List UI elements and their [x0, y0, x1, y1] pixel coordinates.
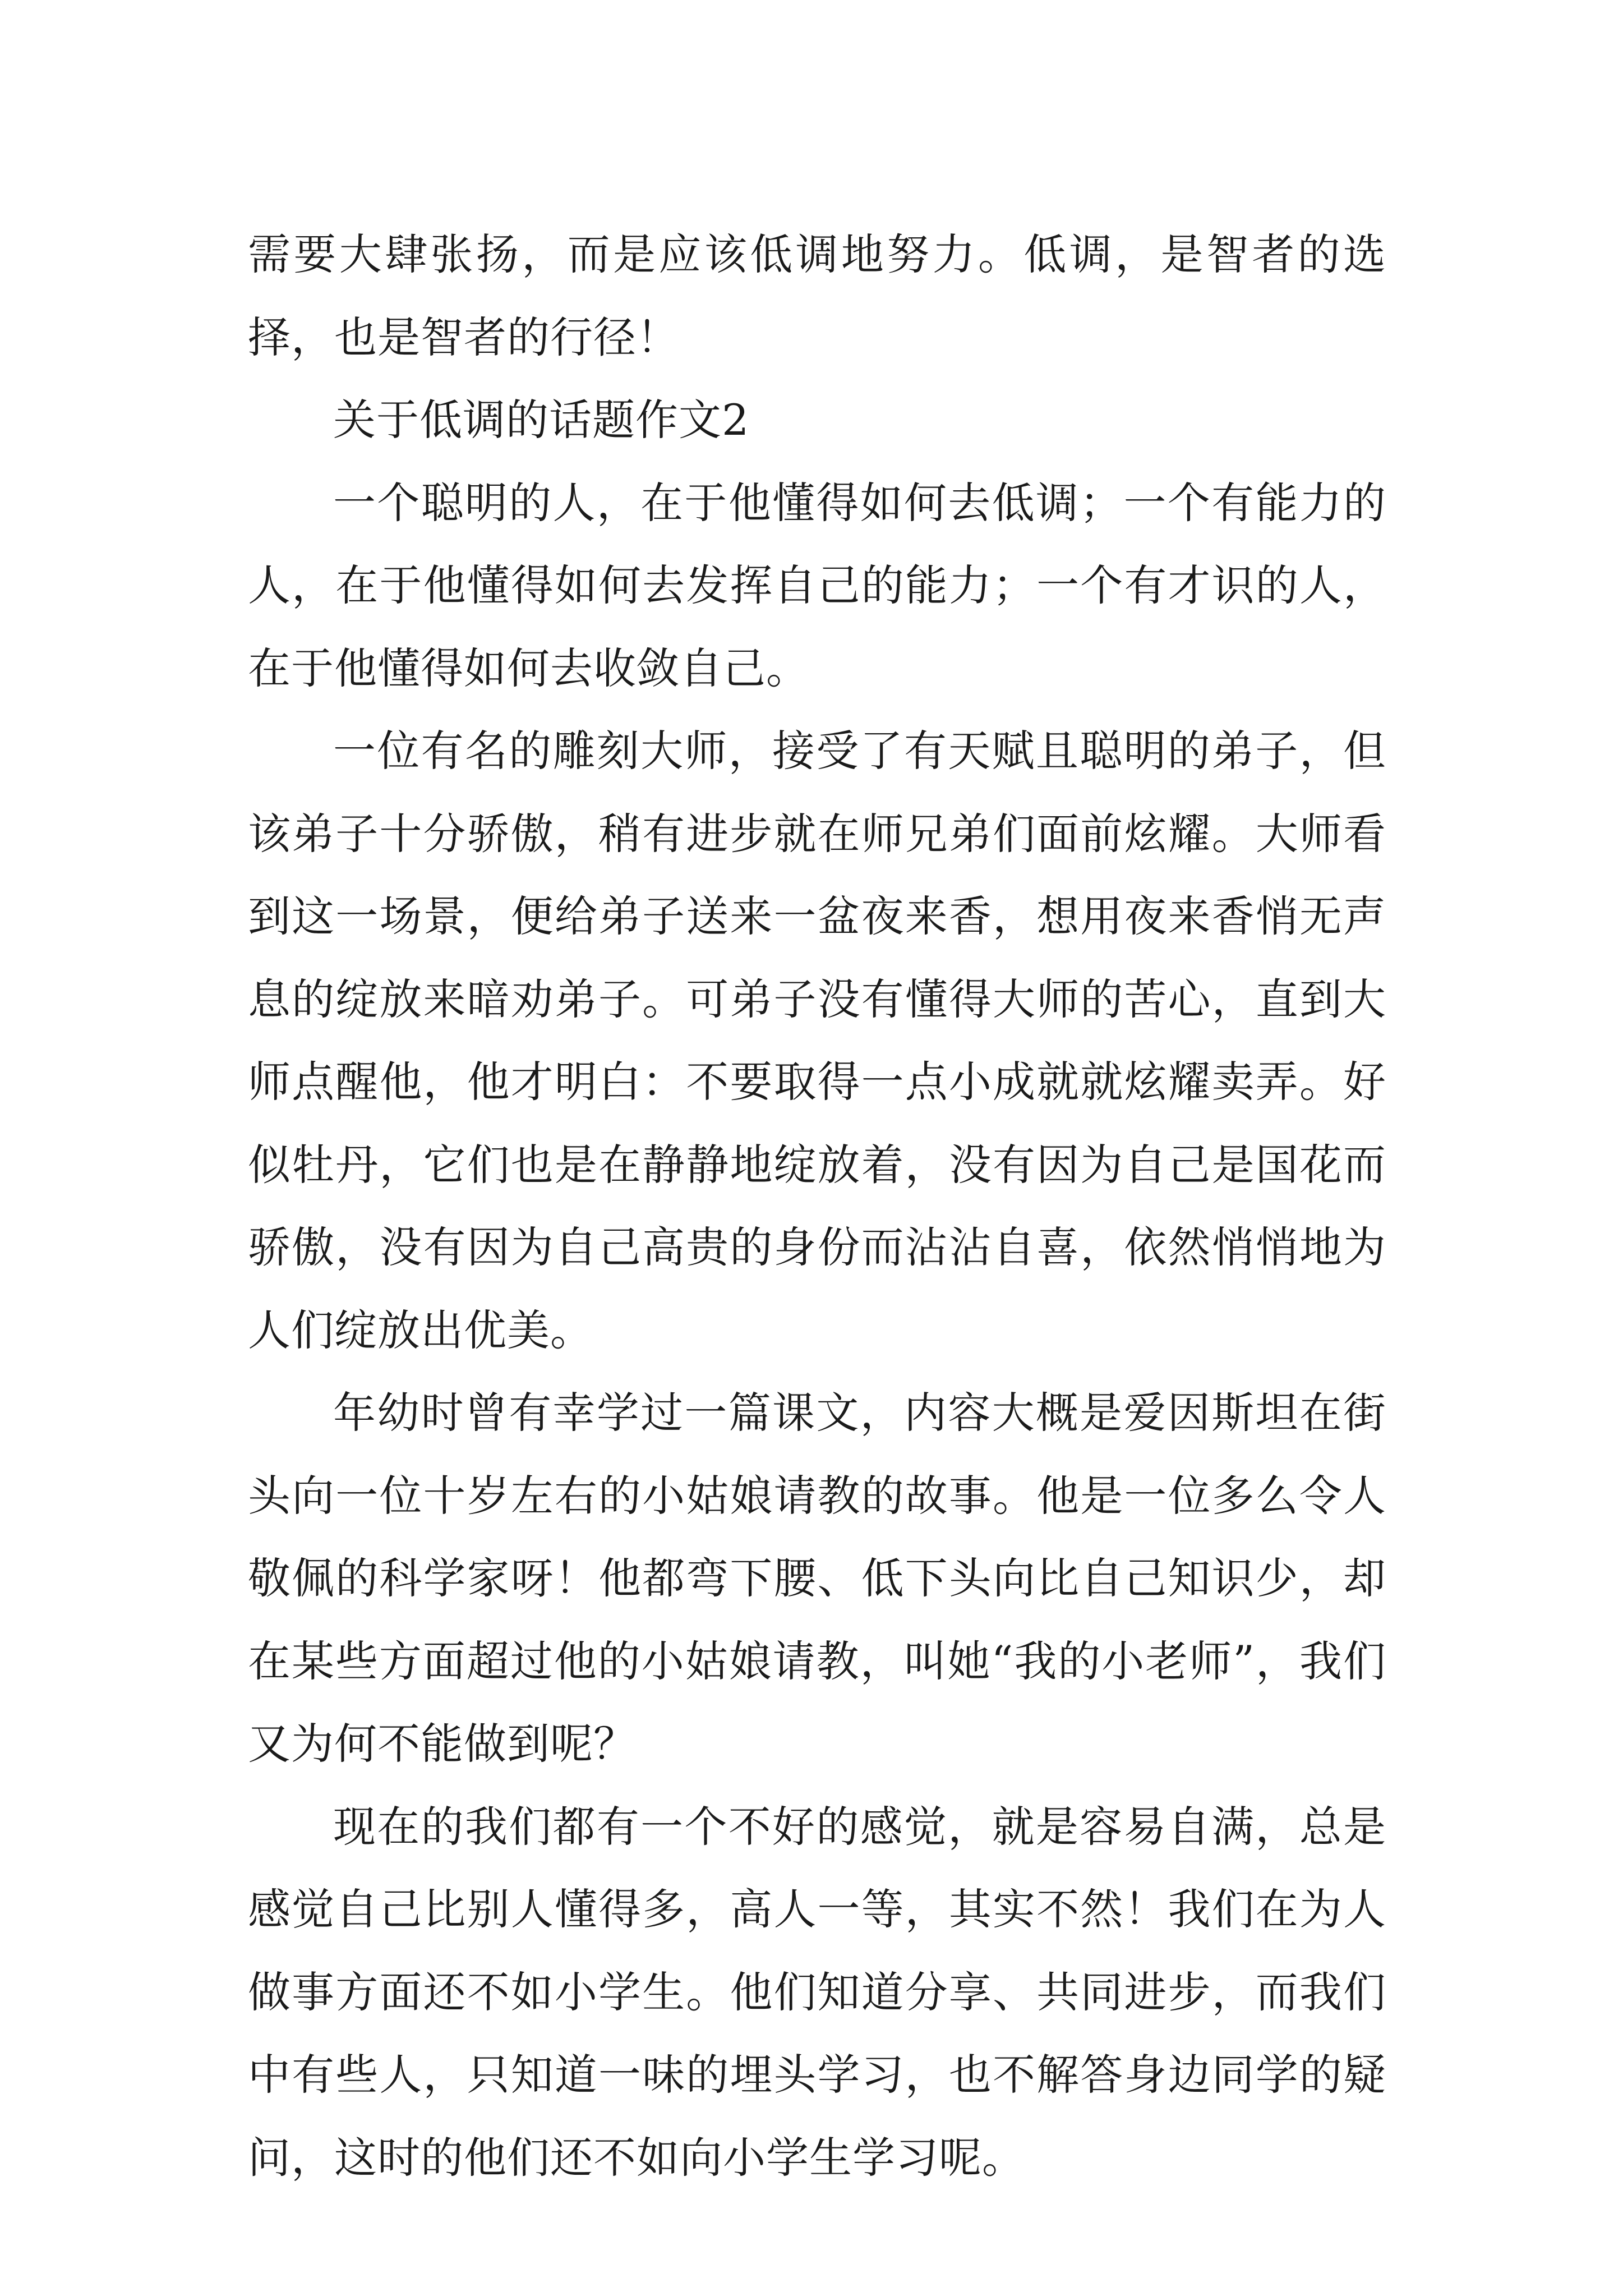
essay-body — [248, 213, 1386, 2199]
paragraph-einstein-story: 年幼时曾有幸学过一篇课文，内容大概是爱因斯坦在街头向一位十岁左右的小姑娘请教的故事。他是一位多么令人敬佩的科学家呀！他都弯下腰、低下头向比自己知识少，却在某些方面超过他的小姑娘请教，叫她“我的小老师”，我们又为何不能做到呢？ — [248, 1388, 1386, 1769]
paragraph-intro: 一个聪明的人，在于他懂得如何去低调；一个有能力的人，在于他懂得如何去发挥自己的能力；一个有才识的人，在于他懂得如何去收敛自己。 — [248, 477, 1386, 693]
paragraph-continuation: 需要大肆张扬，而是应该低调地努力。低调，是智者的选择，也是智者的行径！ — [248, 229, 1386, 362]
paragraph-conclusion: 现在的我们都有一个不好的感觉，就是容易自满，总是感觉自己比别人懂得多，高人一等，其实不然！我们在为人做事方面还不如小学生。他们知道分享、共同进步，而我们中有些人，只知道一味的埋头学习，也不解答身边同学的疑问，这时的他们还不如向小学生学习呢。 — [248, 1801, 1386, 2183]
paragraph-sculptor-story: 一位有名的雕刻大师，接受了有天赋且聪明的弟子，但该弟子十分骄傲，稍有进步就在师兄弟们面前炫耀。大师看到这一场景，便给弟子送来一盆夜来香，想用夜来香悄无声息的绽放来暗劝弟子。可弟子没有懂得大师的苦心，直到大师点醒他，他才明白：不要取得一点小成就就炫耀卖弄。好似牡丹，它们也是在静静地绽放着，没有因为自己是国花而骄傲，没有因为自己高贵的身份而沾沾自喜，依然悄悄地为人们绽放出优美。 — [248, 726, 1386, 1355]
essay-heading: 关于低调的话题作文2 — [333, 395, 750, 445]
